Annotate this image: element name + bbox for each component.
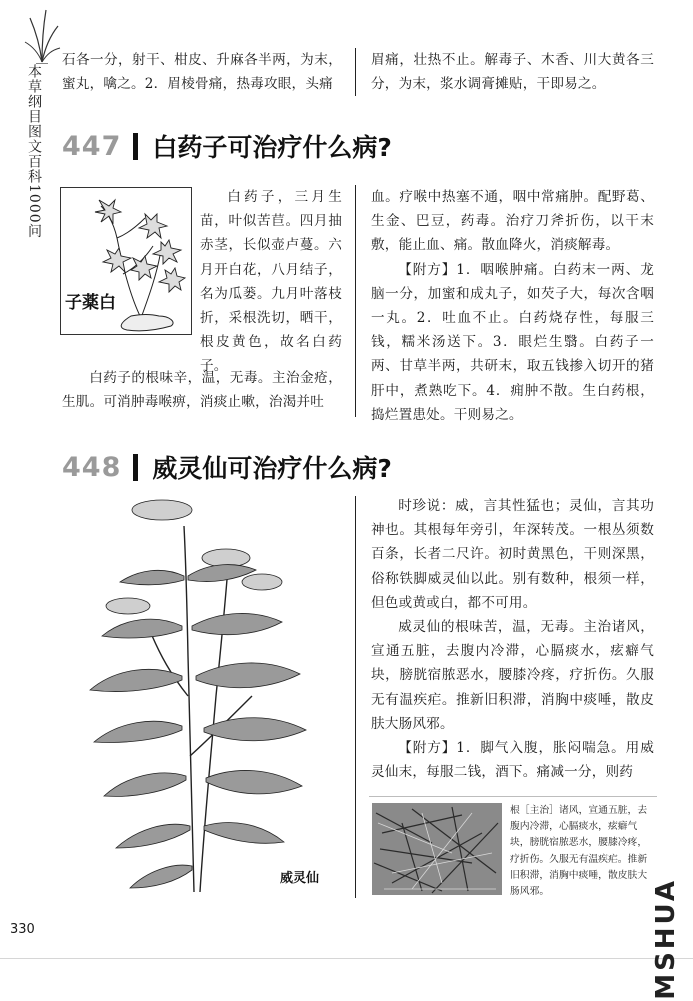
- sec447-right-para1: 血。疗喉中热塞不通，咽中常痛肿。配野葛、生金、巴豆，药毒。治疗刀斧折伤，以干末敷，能止血、痛。散血降火，消痰解毒。: [371, 189, 654, 254]
- column-divider: [355, 185, 356, 417]
- weilingxian-plant-drawing: [76, 496, 326, 896]
- caption-top-rule: [369, 796, 657, 797]
- page-number: 330: [10, 922, 35, 937]
- top-left-text: 石各一分，射干、柑皮、升麻各半两，为末，蜜丸，噙之。2．眉棱骨痛，热毒攻眼，头痛: [62, 52, 342, 93]
- sec448-para1: 时珍说：威，言其性猛也；灵仙，言其功神也。其根每年旁引，年深转茂。一根丛须数百条，长者二尺许。初时黄黑色，干则深黑，俗称铁脚威灵仙以此。别有数种，根须一样，但色或黄或白，都不可用。: [371, 498, 654, 611]
- book-title-vertical: 本草纲目图文百科1000问: [26, 64, 42, 239]
- question-number: 448: [62, 451, 122, 483]
- top-right-text: 眉痛，壮热不止。解毒子、木香、川大黄各三分，为末，浆水调膏摊贴，干即易之。: [371, 52, 654, 93]
- weilingxian-root-photo: [372, 803, 502, 895]
- sec448-text: [371, 494, 654, 784]
- heading-447: [62, 128, 392, 164]
- column-divider: [355, 48, 356, 96]
- illustration-label: 子薬白: [65, 293, 116, 313]
- illustration-label: 威灵仙: [280, 871, 320, 886]
- sec447-intro: 白药子，三月生苗，叶似苦苣。四月抽赤茎，长似壶卢蔓。六月开白花，八月结子，名为瓜蒌。九月叶落枝折，采根洗切，晒干，根皮黄色，故名白药子。: [200, 189, 342, 375]
- footer-rule: [0, 958, 693, 959]
- heading-bar: [133, 454, 138, 481]
- sec447-fufang: 【附方】1．咽喉肿痛。白药末一两、龙脑一分，加蜜和成丸子，如芡子大，每次含咽一丸。2．吐血不止。白药烧存性，每服三钱，糯米汤送下。3．眼烂生翳。白药子一两、甘草半两，共研末，取五钱掺入切开的猪肝中，煮熟吃下。4．痈肿不散。生白药根，捣烂置患处。干则易之。: [371, 261, 654, 423]
- column-divider: [355, 496, 356, 898]
- baiyaozi-illustration: [60, 187, 192, 335]
- grass-ornament-icon: [22, 6, 62, 64]
- root-caption: 根［主治］诸风，宣通五脏，去腹内冷滞，心膈痰水，痃癖气块，膀胱宿脓恶水，腰膝冷疼，疗折伤。久服无有温疾疟。推新旧积滞，消胸中痰唾，散皮肤大肠风邪。: [510, 805, 648, 898]
- sec448-fufang: 【附方】1．脚气入腹，胀闷喘急。用威灵仙末，每服二钱，酒下。痛减一分，则药: [371, 740, 654, 781]
- heading-bar: [133, 133, 138, 160]
- question-number: 447: [62, 130, 122, 162]
- watermark-text: MSHUA: [651, 878, 681, 1000]
- heading-448: [62, 449, 392, 485]
- question-title: 威灵仙可治疗什么病?: [152, 454, 392, 483]
- question-title: 白药子可治疗什么病?: [152, 133, 392, 162]
- sec448-para2: 威灵仙的根味苦，温，无毒。主治诸风，宣通五脏，去腹内冷滞，心膈痰水，痃癖气块，膀胱宿脓恶水，腰膝冷疼，疗折伤。久服无有温疾疟。推新旧积滞，消胸中痰唾，散皮肤大肠风邪。: [371, 619, 654, 732]
- sec447-right-text: [371, 185, 654, 427]
- sec447-para: 白药子的根味辛，温，无毒。主治金疮，生肌。可消肿毒喉痹，消痰止嗽，治渴并吐: [62, 370, 342, 411]
